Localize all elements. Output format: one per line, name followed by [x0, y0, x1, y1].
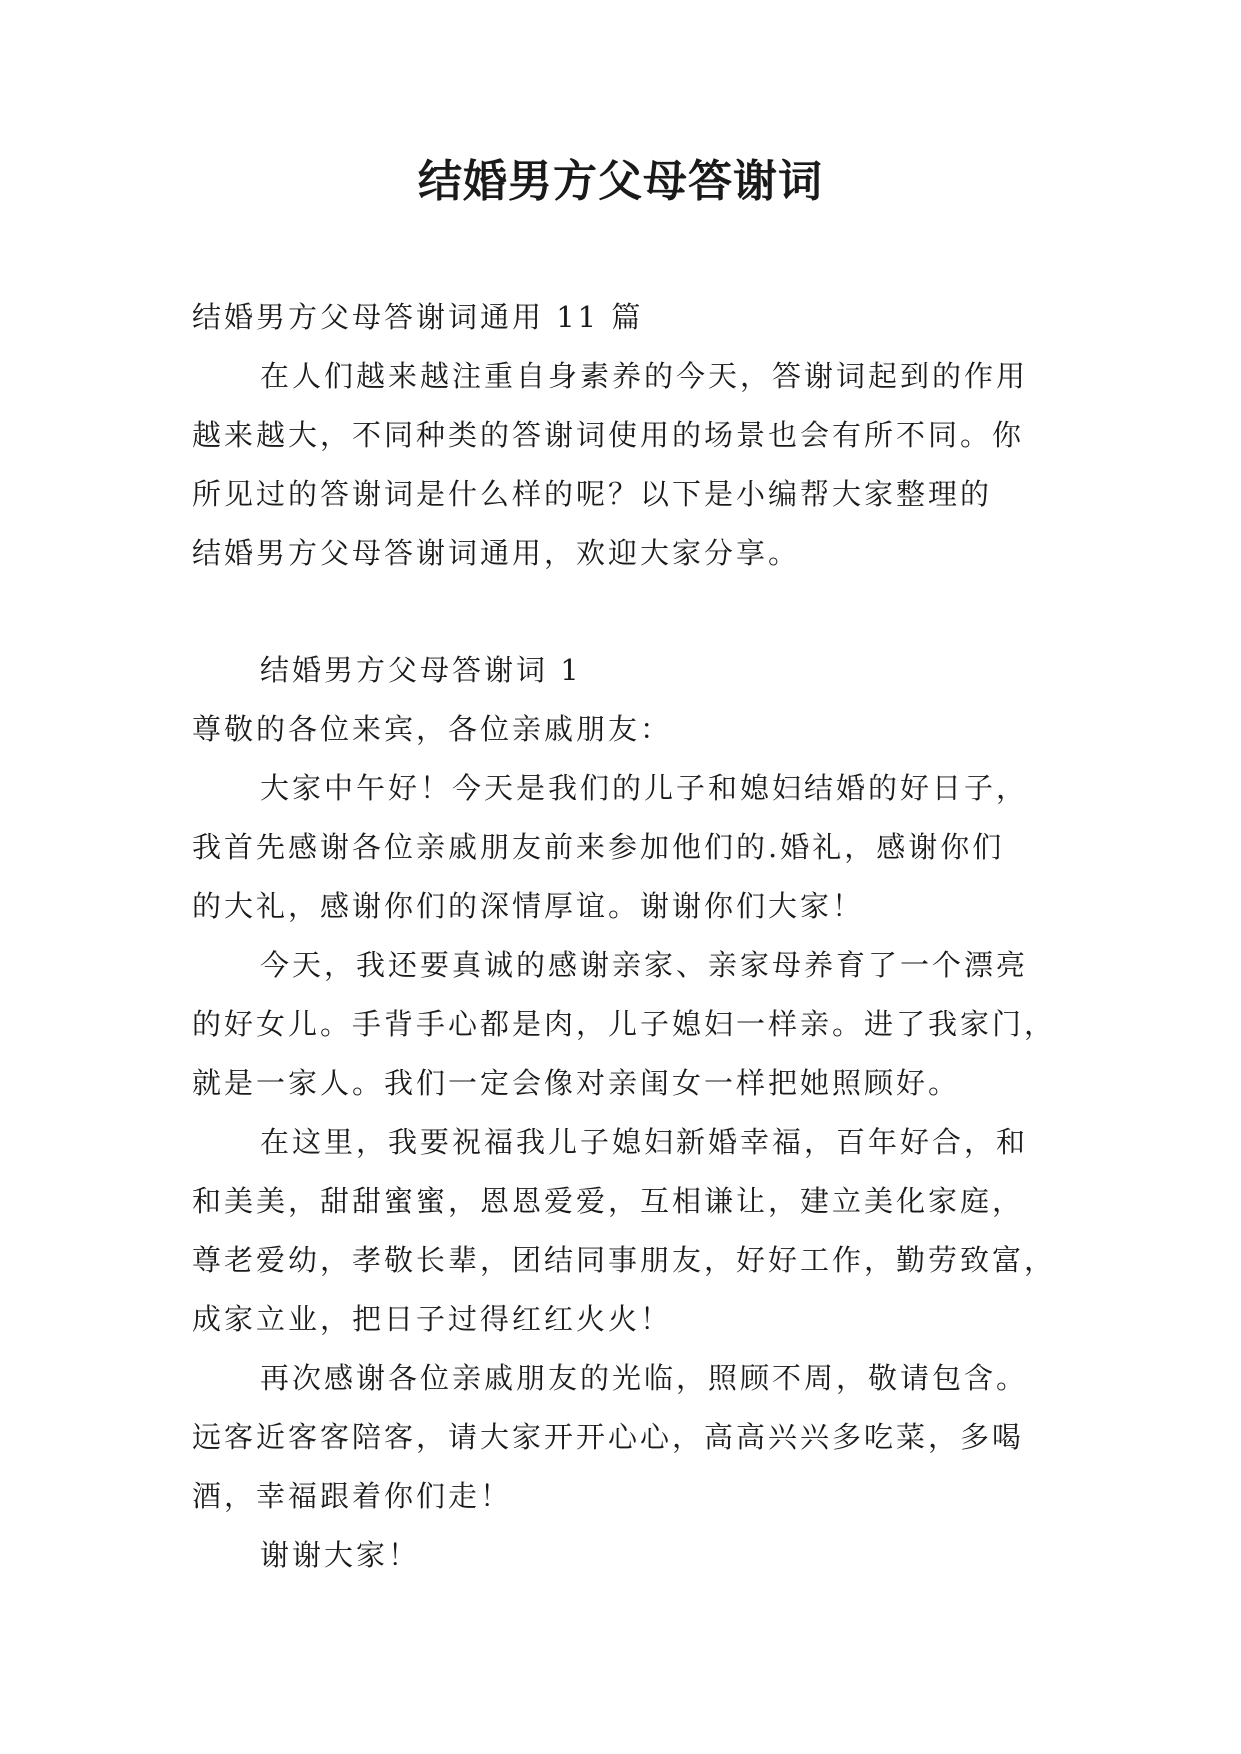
paragraph-line: 尊老爱幼，孝敬长辈，团结同事朋友，好好工作，勤劳致富， — [192, 1243, 1057, 1277]
paragraph-line: 在这里，我要祝福我儿子媳妇新婚幸福，百年好合，和 — [260, 1125, 1029, 1159]
paragraph-line: 远客近客客陪客，请大家开开心心，高高兴兴多吃菜，多喝 — [192, 1420, 1025, 1454]
subtitle-line: 结婚男方父母答谢词通用 11 篇 — [192, 300, 644, 334]
paragraph-line: 今天，我还要真诚的感谢亲家、亲家母养育了一个漂亮 — [260, 948, 1029, 982]
closing-line: 谢谢大家！ — [260, 1538, 421, 1572]
paragraph-line: 再次感谢各位亲戚朋友的光临，照顾不周，敬请包含。 — [260, 1361, 1029, 1395]
paragraph-line: 成家立业，把日子过得红红火火！ — [192, 1302, 673, 1336]
salutation-line: 尊敬的各位来宾，各位亲戚朋友： — [192, 712, 673, 746]
section-gap — [192, 583, 1072, 641]
paragraph-line: 和美美，甜甜蜜蜜，恩恩爱爱，互相谦让，建立美化家庭， — [192, 1184, 1025, 1218]
paragraph-line: 我首先感谢各位亲戚朋友前来参加他们的.婚礼，感谢你们 — [192, 830, 1005, 864]
paragraph-line: 所见过的答谢词是什么样的呢？以下是小编帮大家整理的 — [192, 477, 993, 511]
section-heading: 结婚男方父母答谢词 1 — [260, 653, 582, 687]
paragraph-line: 的好女儿。手背手心都是肉，儿子媳妇一样亲。进了我家门， — [192, 1007, 1057, 1041]
document-body — [192, 288, 1072, 1585]
paragraph-line: 的大礼，感谢你们的深情厚谊。谢谢你们大家！ — [192, 889, 865, 923]
paragraph-line: 在人们越来越注重自身素养的今天，答谢词起到的作用 — [260, 359, 1029, 393]
paragraph-line: 酒，幸福跟着你们走！ — [192, 1479, 513, 1513]
paragraph-line: 结婚男方父母答谢词通用，欢迎大家分享。 — [192, 536, 801, 570]
document-title: 结婚男方父母答谢词 — [418, 156, 823, 207]
paragraph-line: 就是一家人。我们一定会像对亲闺女一样把她照顾好。 — [192, 1066, 961, 1100]
paragraph-line: 大家中午好！今天是我们的儿子和媳妇结婚的好日子， — [260, 771, 1029, 805]
paragraph-line: 越来越大，不同种类的答谢词使用的场景也会有所不同。你 — [192, 418, 1025, 452]
